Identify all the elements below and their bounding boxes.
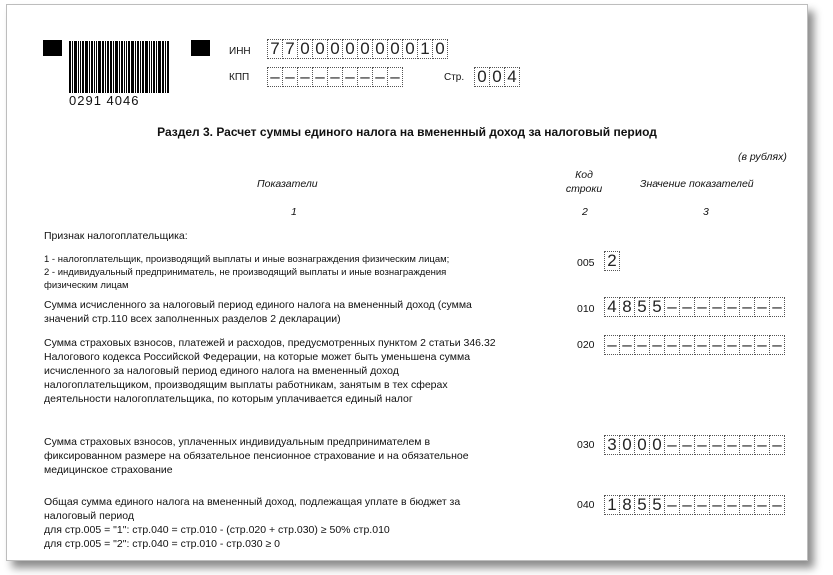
value-cell[interactable]: – xyxy=(649,335,665,355)
taxpayer-sign-label: Признак налогоплательщика: xyxy=(44,230,188,242)
description-line: медицинское страхование xyxy=(44,464,173,476)
value-cell[interactable]: – xyxy=(679,495,695,515)
value-cell[interactable]: – xyxy=(679,335,695,355)
barcode-bar xyxy=(110,41,112,93)
value-cell[interactable]: – xyxy=(679,297,695,317)
value-cell[interactable]: – xyxy=(694,435,710,455)
description-line: фиксированном размере на обязательное пенсионное страхование и на обязательное xyxy=(44,450,469,462)
description-line: Налогового кодекса Российской Федерации, на которые может быть уменьшена сумма xyxy=(44,351,471,363)
description-line: Общая сумма единого налога на вмененный доход, подлежащая уплате в бюджет за xyxy=(44,496,461,508)
description-line: 1 - налогоплательщик, производящий выплаты и иные вознаграждения физическим лицам; xyxy=(44,254,450,265)
column-number-1: 1 xyxy=(291,206,297,218)
value-cell[interactable]: – xyxy=(724,335,740,355)
value-cell[interactable]: – xyxy=(769,297,785,317)
row-005-value-field[interactable] xyxy=(604,251,619,271)
value-cell[interactable]: – xyxy=(739,435,755,455)
row-010-value-field[interactable] xyxy=(604,297,784,317)
value-cell[interactable]: – xyxy=(664,335,680,355)
barcode-bar xyxy=(107,41,109,93)
value-cell[interactable]: – xyxy=(724,495,740,515)
row-020-code: 020 xyxy=(577,339,595,351)
inn-cell[interactable]: 0 xyxy=(327,39,343,59)
barcode-bar xyxy=(115,41,118,93)
barcode-bar xyxy=(124,41,125,93)
value-cell[interactable]: – xyxy=(769,495,785,515)
value-cell[interactable]: 0 xyxy=(634,435,650,455)
row-040-value-field[interactable] xyxy=(604,495,784,515)
kpp-field[interactable] xyxy=(267,67,402,87)
description-line: 2 - индивидуальный предприниматель, не производящий выплаты и иные вознаграждения xyxy=(44,267,447,278)
value-cell[interactable]: – xyxy=(754,335,770,355)
column-header-code-line2: строки xyxy=(565,183,603,195)
barcode-bar xyxy=(89,41,90,93)
value-cell[interactable]: – xyxy=(694,495,710,515)
marker-square-right xyxy=(191,40,210,56)
barcode-bar xyxy=(91,41,93,93)
row-020-description xyxy=(44,336,496,406)
value-cell[interactable]: – xyxy=(769,435,785,455)
barcode-bar xyxy=(153,41,155,93)
row-030-description xyxy=(44,435,469,477)
barcode-bar xyxy=(121,41,123,93)
barcode-bar xyxy=(158,41,161,93)
value-cell[interactable]: 5 xyxy=(649,495,665,515)
barcode-bar xyxy=(82,41,84,93)
section-title: Раздел 3. Расчет суммы единого налога на вмененный доход за налоговый период xyxy=(157,125,657,139)
value-cell[interactable]: 8 xyxy=(619,297,635,317)
value-cell[interactable]: 5 xyxy=(634,495,650,515)
value-cell[interactable]: 5 xyxy=(634,297,650,317)
barcode-bar xyxy=(162,41,164,93)
description-line: деятельности налогоплательщика, по которым уплачивается единый налог xyxy=(44,393,413,405)
value-cell[interactable]: – xyxy=(604,335,620,355)
kpp-cell[interactable]: – xyxy=(312,67,328,87)
inn-cell[interactable]: 7 xyxy=(267,39,283,59)
kpp-cell[interactable]: – xyxy=(267,67,283,87)
barcode-bar xyxy=(137,41,139,93)
column-header-code xyxy=(560,168,608,196)
column-number-2: 2 xyxy=(582,206,588,218)
inn-cell[interactable]: 0 xyxy=(342,39,358,59)
inn-cell[interactable]: 0 xyxy=(387,39,403,59)
value-cell[interactable]: – xyxy=(664,435,680,455)
barcode-bar xyxy=(151,41,152,93)
marker-square-left xyxy=(43,40,62,56)
barcode-bar xyxy=(85,41,88,93)
value-cell[interactable]: – xyxy=(709,297,725,317)
value-cell[interactable]: – xyxy=(769,335,785,355)
value-cell[interactable]: – xyxy=(619,335,635,355)
barcode-bar xyxy=(149,41,150,93)
units-note: (в рублях) xyxy=(738,151,787,163)
page-label: Стр. xyxy=(444,72,465,83)
barcode-bar xyxy=(80,41,81,93)
description-line: для стр.005 = "2": стр.040 = стр.010 - стр.030 ≥ 0 xyxy=(44,538,281,550)
value-cell[interactable]: 2 xyxy=(604,251,620,271)
value-cell[interactable]: – xyxy=(739,335,755,355)
value-cell[interactable]: – xyxy=(709,435,725,455)
barcode-bar xyxy=(131,41,134,93)
barcode-bar xyxy=(126,41,127,93)
inn-cell[interactable]: 7 xyxy=(282,39,298,59)
barcode-number: 0291 4046 xyxy=(69,93,140,108)
value-cell[interactable]: – xyxy=(679,435,695,455)
row-005-code: 005 xyxy=(577,257,595,269)
barcode-bar xyxy=(156,41,157,93)
barcode-bar xyxy=(128,41,130,93)
value-cell[interactable]: – xyxy=(694,297,710,317)
row-020-value-field[interactable] xyxy=(604,335,784,355)
value-cell[interactable]: – xyxy=(709,495,725,515)
row-040-code: 040 xyxy=(577,499,595,511)
inn-cell[interactable]: 0 xyxy=(372,39,388,59)
description-line: для стр.005 = "1": стр.040 = стр.010 - (стр.020 + стр.030) ≥ 50% стр.010 xyxy=(44,524,390,536)
barcode-bar xyxy=(119,41,120,93)
barcode-bar xyxy=(78,41,79,93)
column-header-code-line1: Код xyxy=(575,169,593,181)
inn-cell[interactable]: 0 xyxy=(432,39,448,59)
value-cell[interactable]: 8 xyxy=(619,495,635,515)
barcode-bar xyxy=(69,41,71,93)
value-cell[interactable]: 3 xyxy=(604,435,620,455)
barcode-bar xyxy=(94,41,95,93)
barcode-bar xyxy=(74,41,77,93)
barcode-bar xyxy=(102,41,104,93)
barcode-bar xyxy=(135,41,136,93)
barcode-bar xyxy=(142,41,144,93)
page-number-cell[interactable]: 0 xyxy=(474,67,490,87)
page-number-cell[interactable]: 0 xyxy=(489,67,505,87)
barcode xyxy=(69,41,179,108)
barcode-bar xyxy=(72,41,73,93)
kpp-cell[interactable]: – xyxy=(372,67,388,87)
value-cell[interactable]: – xyxy=(754,435,770,455)
value-cell[interactable]: 4 xyxy=(604,297,620,317)
kpp-cell[interactable]: – xyxy=(342,67,358,87)
value-cell[interactable]: – xyxy=(724,435,740,455)
description-line: Сумма исчисленного за налоговый период единого налога на вмененный доход (сумма xyxy=(44,299,472,311)
barcode-bar xyxy=(98,41,101,93)
row-030-code: 030 xyxy=(577,439,595,451)
barcode-bar xyxy=(165,41,166,93)
barcode-bars xyxy=(69,41,179,93)
value-cell[interactable]: 1 xyxy=(604,495,620,515)
value-cell[interactable]: – xyxy=(754,495,770,515)
inn-cell[interactable]: 0 xyxy=(402,39,418,59)
row-030-value-field[interactable] xyxy=(604,435,784,455)
column-header-values: Значение показателей xyxy=(640,178,754,190)
page-number-field[interactable] xyxy=(474,67,519,87)
column-header-indicators: Показатели xyxy=(257,178,318,190)
inn-label: ИНН xyxy=(229,46,251,57)
barcode-bar xyxy=(96,41,97,93)
row-010-description xyxy=(44,298,472,326)
row-010-code: 010 xyxy=(577,303,595,315)
inn-cell[interactable]: 1 xyxy=(417,39,433,59)
value-cell[interactable]: – xyxy=(754,297,770,317)
description-line: исчисленного за налоговый период единого налога на вмененный доход xyxy=(44,365,399,377)
kpp-cell[interactable]: – xyxy=(297,67,313,87)
barcode-bar xyxy=(105,41,106,93)
value-cell[interactable]: – xyxy=(709,335,725,355)
description-line: значений стр.110 всех заполненных разделов 2 декларации) xyxy=(44,313,341,325)
kpp-cell[interactable]: – xyxy=(357,67,373,87)
value-cell[interactable]: – xyxy=(724,297,740,317)
barcode-bar xyxy=(113,41,114,93)
kpp-cell[interactable]: – xyxy=(387,67,403,87)
inn-field[interactable] xyxy=(267,39,447,59)
value-cell[interactable]: 5 xyxy=(649,297,665,317)
value-cell[interactable]: – xyxy=(739,297,755,317)
kpp-cell[interactable]: – xyxy=(282,67,298,87)
value-cell[interactable]: – xyxy=(664,495,680,515)
kpp-cell[interactable]: – xyxy=(327,67,343,87)
description-line: налогоплательщиком, производящим выплаты работникам, занятым в тех сферах xyxy=(44,379,448,391)
inn-cell[interactable]: 0 xyxy=(357,39,373,59)
row-040-description xyxy=(44,495,460,551)
declaration-page xyxy=(6,4,808,561)
row-005-description xyxy=(44,253,449,292)
barcode-bar xyxy=(145,41,148,93)
inn-cell[interactable]: 0 xyxy=(297,39,313,59)
description-line: Сумма страховых взносов, платежей и расходов, предусмотренных пунктом 2 статьи 346.32 xyxy=(44,337,496,349)
value-cell[interactable]: – xyxy=(739,495,755,515)
barcode-bar xyxy=(167,41,169,93)
inn-cell[interactable]: 0 xyxy=(312,39,328,59)
page-number-cell[interactable]: 4 xyxy=(504,67,520,87)
value-cell[interactable]: – xyxy=(694,335,710,355)
value-cell[interactable]: – xyxy=(634,335,650,355)
value-cell[interactable]: 0 xyxy=(619,435,635,455)
value-cell[interactable]: 0 xyxy=(649,435,665,455)
description-line: Сумма страховых взносов, уплаченных индивидуальным предпринимателем в xyxy=(44,436,431,448)
kpp-label: КПП xyxy=(229,72,250,83)
description-line: налоговый период xyxy=(44,510,135,522)
value-cell[interactable]: – xyxy=(664,297,680,317)
description-line: физическим лицам xyxy=(44,280,129,291)
column-number-3: 3 xyxy=(703,206,709,218)
barcode-bar xyxy=(140,41,141,93)
